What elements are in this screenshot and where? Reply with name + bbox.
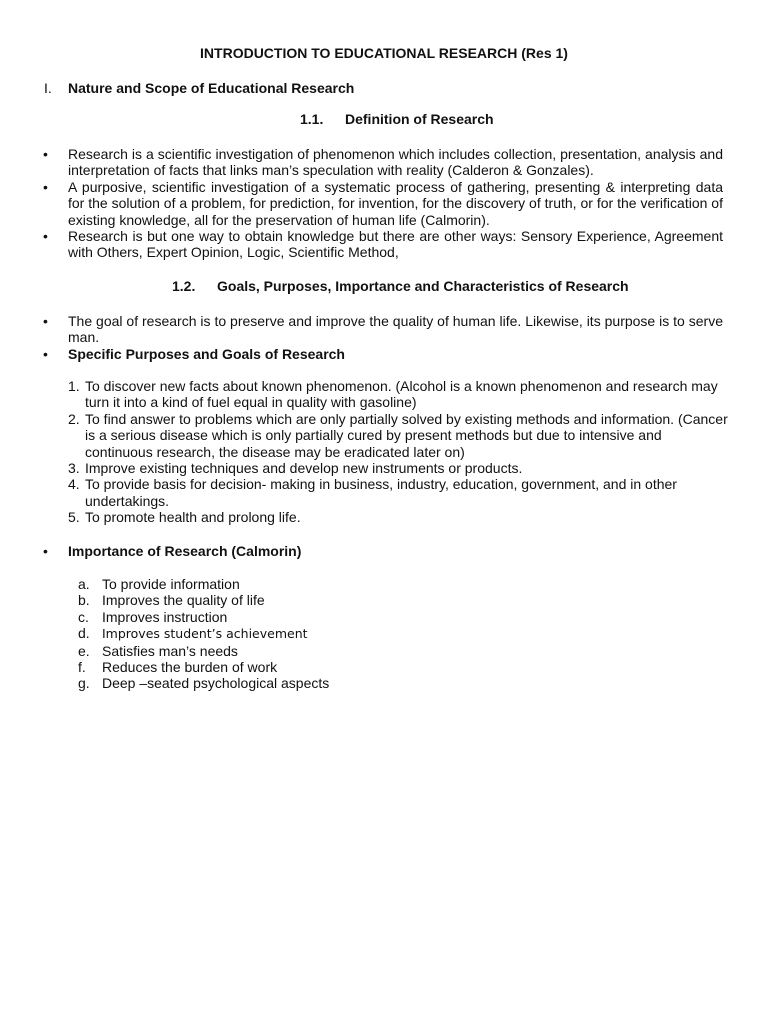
item-number: 2. bbox=[68, 410, 80, 427]
definition-bullet-list bbox=[0, 146, 768, 261]
list-item bbox=[78, 659, 329, 675]
section-title: Nature and Scope of Educational Research bbox=[68, 80, 355, 96]
list-item bbox=[68, 509, 728, 525]
bullet-glyph: • bbox=[43, 228, 48, 245]
list-item bbox=[68, 411, 728, 460]
importance-list bbox=[78, 576, 329, 692]
subsection-heading-definition bbox=[300, 111, 494, 127]
item-text: To provide basis for decision- making in business, industry, education, government, and in other undertakings. bbox=[85, 476, 677, 509]
item-text: Improves instruction bbox=[102, 608, 228, 625]
item-number: 3. bbox=[68, 460, 80, 477]
document-title: INTRODUCTION TO EDUCATIONAL RESEARCH (Res 1) bbox=[200, 45, 568, 61]
specific-purposes-heading: Specific Purposes and Goals of Research bbox=[68, 345, 345, 362]
list-item bbox=[68, 460, 728, 476]
bullet-glyph: • bbox=[43, 178, 48, 195]
list-item bbox=[78, 675, 329, 691]
list-item bbox=[78, 625, 329, 642]
specific-purposes-list bbox=[68, 378, 728, 526]
list-item bbox=[0, 146, 768, 179]
item-text: To provide information bbox=[102, 576, 240, 592]
item-letter: a. bbox=[78, 576, 90, 592]
item-letter: g. bbox=[78, 675, 90, 692]
list-item bbox=[0, 346, 768, 362]
item-letter: b. bbox=[78, 592, 90, 609]
item-letter: f. bbox=[78, 659, 86, 676]
section-number: I. bbox=[44, 80, 52, 96]
subsection-number: 1.2. bbox=[172, 278, 196, 294]
item-text: Improve existing techniques and develop new instruments or products. bbox=[85, 460, 523, 477]
bullet-text: Research is but one way to obtain knowledge but there are other ways: Sensory Experience, Agreement with Others, Expert Opinion, Logic, Scientific Method, bbox=[68, 228, 723, 261]
bullet-text: A purposive, scientific investigation of a systematic process of gathering, presenting & interpreting data for the solution of a problem, for prediction, for invention, for the discovery of truth, or for the verification of existing knowledge, all for the preservation of human life (Calmorin). bbox=[68, 178, 723, 228]
item-text: Improves the quality of life bbox=[102, 592, 265, 609]
item-number: 5. bbox=[68, 509, 80, 526]
item-text: Satisfies man’s needs bbox=[102, 642, 238, 659]
list-item bbox=[0, 313, 768, 346]
list-item bbox=[78, 576, 329, 592]
bullet-glyph: • bbox=[43, 543, 48, 559]
item-text: To find answer to problems which are only partially solved by existing methods and information. (Cancer is a serious disease which is only partially cured by present methods but due to intensive and continuous research, the disease may be eradicated later on) bbox=[85, 410, 728, 460]
list-item bbox=[0, 179, 768, 228]
list-item bbox=[68, 476, 728, 509]
subsection-title: Definition of Research bbox=[345, 111, 494, 127]
list-item bbox=[0, 228, 768, 261]
item-text: To discover new facts about known phenomenon. (Alcohol is a known phenomenon and research may turn it into a kind of fuel equal in quality with gasoline) bbox=[85, 378, 718, 411]
item-number: 1. bbox=[68, 378, 80, 394]
item-letter: d. bbox=[78, 625, 90, 642]
importance-heading: Importance of Research (Calmorin) bbox=[68, 543, 302, 559]
item-number: 4. bbox=[68, 476, 80, 493]
subsection-heading-goals bbox=[172, 278, 629, 294]
list-item bbox=[68, 378, 728, 411]
bullet-text: The goal of research is to preserve and improve the quality of human life. Likewise, its purpose is to serve man. bbox=[68, 313, 723, 346]
list-item bbox=[78, 609, 329, 625]
goals-bullet-list bbox=[0, 313, 768, 362]
item-letter: c. bbox=[78, 608, 89, 625]
bullet-glyph: • bbox=[43, 313, 48, 329]
list-item bbox=[78, 592, 329, 608]
item-text: Reduces the burden of work bbox=[102, 659, 278, 676]
subsection-title: Goals, Purposes, Importance and Characteristics of Research bbox=[217, 278, 629, 294]
item-text: Improves student’s achievement bbox=[102, 626, 308, 642]
subsection-number: 1.1. bbox=[300, 111, 324, 127]
bullet-glyph: • bbox=[43, 146, 48, 162]
bullet-glyph: • bbox=[43, 345, 48, 362]
item-text: To promote health and prolong life. bbox=[85, 509, 301, 526]
list-item bbox=[78, 643, 329, 659]
item-text: Deep –seated psychological aspects bbox=[102, 675, 330, 692]
item-letter: e. bbox=[78, 642, 90, 659]
bullet-text: Research is a scientific investigation of phenomenon which includes collection, presentation, analysis and interpretation of facts that links man’s speculation with reality (Calderon & Gonzales). bbox=[68, 146, 723, 179]
